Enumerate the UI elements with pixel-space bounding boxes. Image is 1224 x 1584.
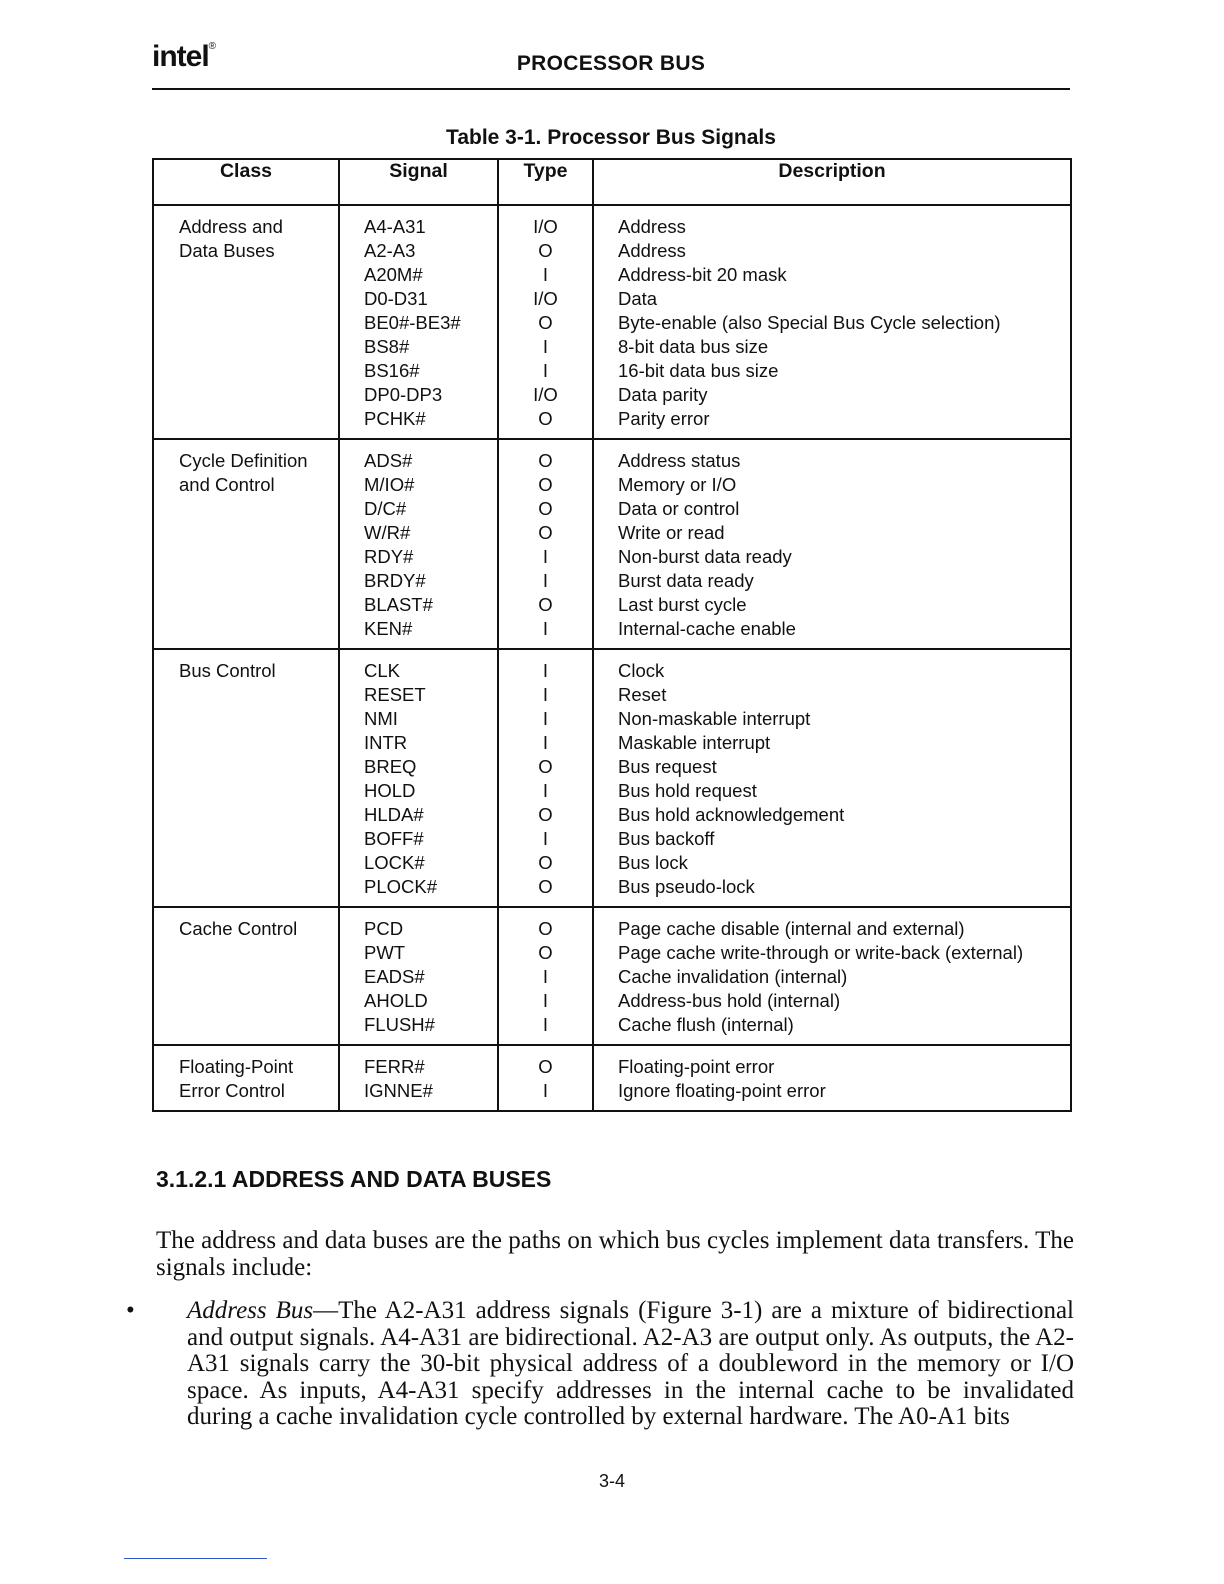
signal-cell-line: BREQ [364, 756, 417, 777]
type-cell-line: I [542, 990, 549, 1011]
type-cell-line: O [538, 594, 553, 615]
type-cell-line: I [542, 618, 549, 639]
bullet-text: —The A2-A31 address signals (Figure 3-1) are a mixture of bidirectional and output signals. A4-A31 are bidirectional. A2-A3 are output only. As outputs, the A2-A31 signals carry the 30-bit physical address of a doubleword in the memory or I/O space. As inputs, A4-A31 specify addresses in the internal cache to be invalidated during a cache invalidation cycle controlled by external hardware. The A0-A1 bits [187, 1297, 1074, 1431]
description-cell-line: Page cache write-through or write-back (external) [618, 942, 1024, 963]
type-cell-line: O [538, 474, 553, 495]
type-cell-line: I [542, 966, 549, 987]
signal-cell-line: EADS# [364, 966, 425, 987]
header-type: Type [498, 159, 593, 205]
description-cell-line: Memory or I/O [618, 474, 737, 495]
class-cell [153, 649, 339, 907]
signal-cell [339, 649, 498, 907]
signal-cell-line: CLK [364, 660, 400, 681]
signal-cell-line: RESET [364, 684, 426, 705]
type-cell-line: I/O [533, 288, 558, 309]
type-cell-line: I/O [533, 216, 558, 237]
type-cell-line: I [542, 684, 549, 705]
signal-cell-line: D/C# [364, 498, 407, 519]
type-cell-line: I/O [533, 384, 558, 405]
table-row [153, 907, 1071, 1045]
class-cell-line: Error Control [179, 1080, 285, 1101]
signal-cell-line: DP0-DP3 [364, 384, 443, 405]
description-cell [593, 1045, 1071, 1111]
signal-cell-line: W/R# [364, 522, 411, 543]
description-cell-line: Address [618, 216, 686, 237]
signal-cell-line: A4-A31 [364, 216, 426, 237]
description-cell-line: Cache flush (internal) [618, 1014, 794, 1035]
type-cell-line: I [542, 780, 549, 801]
type-cell-line: O [538, 852, 553, 873]
description-cell-line: Byte-enable (also Special Bus Cycle selection) [618, 312, 1001, 333]
running-head: PROCESSOR BUS [516, 52, 706, 75]
type-cell [498, 649, 593, 907]
type-cell-line: O [538, 312, 553, 333]
class-cell [153, 205, 339, 439]
description-cell-line: Maskable interrupt [618, 732, 771, 753]
description-cell-line: Clock [618, 660, 665, 681]
signal-cell-line: PCD [364, 918, 404, 939]
description-cell-line: Burst data ready [618, 570, 754, 591]
header-signal: Signal [339, 159, 498, 205]
bullet-marker: • [126, 1297, 135, 1324]
description-cell-line: Address status [618, 450, 741, 471]
section-heading: 3.1.2.1 ADDRESS AND DATA BUSES [156, 1166, 552, 1192]
description-cell-line: Write or read [618, 522, 725, 543]
bullet-item [126, 1297, 1074, 1431]
description-cell [593, 649, 1071, 907]
description-cell-line: Data parity [618, 384, 708, 405]
description-cell-line: Bus request [618, 756, 717, 777]
description-cell-line: Data or control [618, 498, 740, 519]
type-cell-line: O [538, 942, 553, 963]
class-cell [153, 1045, 339, 1111]
type-cell-line: I [542, 660, 549, 681]
type-cell-line: I [542, 732, 549, 753]
description-cell [593, 439, 1071, 649]
description-cell-line: Bus backoff [618, 828, 715, 849]
signal-cell-line: RDY# [364, 546, 414, 567]
type-cell-line: I [542, 336, 549, 357]
table-row [153, 439, 1071, 649]
description-cell-line: Ignore floating-point error [618, 1080, 826, 1101]
signal-cell-line: AHOLD [364, 990, 428, 1011]
signal-cell-line: BS8# [364, 336, 410, 357]
class-cell-line: Data Buses [179, 240, 275, 261]
type-cell-line: O [538, 408, 553, 429]
type-cell-line: O [538, 918, 553, 939]
signals-table [152, 158, 1072, 1112]
description-cell-line: 16-bit data bus size [618, 360, 779, 381]
signal-cell-line: D0-D31 [364, 288, 428, 309]
description-cell-line: Address-bus hold (internal) [618, 990, 841, 1011]
class-cell [153, 907, 339, 1045]
description-cell-line: Internal-cache enable [618, 618, 796, 639]
table-body [153, 205, 1071, 1111]
type-cell-line: I [542, 546, 549, 567]
description-cell-line: 8-bit data bus size [618, 336, 769, 357]
class-cell-line: Floating-Point [179, 1056, 294, 1077]
table-row [153, 1045, 1071, 1111]
logo-text: intel [152, 40, 209, 73]
class-cell [153, 439, 339, 649]
type-cell-line: O [538, 240, 553, 261]
type-cell-line: I [542, 570, 549, 591]
class-cell-line: Cache Control [179, 918, 298, 939]
signal-cell-line: INTR [364, 732, 408, 753]
type-cell-line: I [542, 1080, 549, 1101]
signal-cell-line: FLUSH# [364, 1014, 435, 1035]
description-cell-line: Address [618, 240, 686, 261]
description-cell-line: Bus lock [618, 852, 688, 873]
type-cell-line: O [538, 522, 553, 543]
table-row [153, 649, 1071, 907]
description-cell-line: Non-maskable interrupt [618, 708, 811, 729]
description-cell-line: Bus hold request [618, 780, 757, 801]
type-cell-line: O [538, 876, 553, 897]
signal-cell-line: HOLD [364, 780, 416, 801]
signal-cell-line: PCHK# [364, 408, 426, 429]
description-cell-line: Bus pseudo-lock [618, 876, 755, 897]
bullet-term: Address Bus [187, 1297, 314, 1324]
class-cell-line: and Control [179, 474, 275, 495]
description-cell [593, 907, 1071, 1045]
type-cell-line: I [542, 360, 549, 381]
signal-cell-line: HLDA# [364, 804, 424, 825]
signal-cell-line: BOFF# [364, 828, 424, 849]
type-cell [498, 205, 593, 439]
type-cell-line: O [538, 804, 553, 825]
type-cell-line: O [538, 498, 553, 519]
type-cell-line: O [538, 1056, 553, 1077]
signal-cell [339, 1045, 498, 1111]
description-cell-line: Floating-point error [618, 1056, 775, 1077]
class-cell-line: Address and [179, 216, 283, 237]
signal-cell-line: PLOCK# [364, 876, 438, 897]
signal-cell-line: LOCK# [364, 852, 425, 873]
description-cell [593, 205, 1071, 439]
description-cell-line: Page cache disable (internal and external) [618, 918, 965, 939]
signal-cell [339, 205, 498, 439]
signal-cell [339, 907, 498, 1045]
signal-cell-line: BRDY# [364, 570, 426, 591]
type-cell-line: I [542, 264, 549, 285]
table-row [153, 205, 1071, 439]
header-description: Description [593, 159, 1071, 205]
signal-cell-line: A20M# [364, 264, 423, 285]
type-cell-line: I [542, 828, 549, 849]
signal-cell-line: M/IO# [364, 474, 415, 495]
class-cell-line: Bus Control [179, 660, 276, 681]
type-cell-line: O [538, 450, 553, 471]
type-cell [498, 907, 593, 1045]
description-cell-line: Parity error [618, 408, 710, 429]
intro-paragraph: The address and data buses are the paths on which bus cycles implement data transfers. The signals include: [156, 1227, 1074, 1281]
class-cell-line: Cycle Definition [179, 450, 308, 471]
description-cell-line: Bus hold acknowledgement [618, 804, 845, 825]
description-cell-line: Data [618, 288, 658, 309]
page-number: 3-4 [598, 1471, 625, 1491]
footnote-rule [124, 1558, 267, 1559]
type-cell-line: I [542, 1014, 549, 1035]
description-cell-line: Reset [618, 684, 667, 705]
header-class: Class [153, 159, 339, 205]
description-cell-line: Cache invalidation (internal) [618, 966, 848, 987]
type-cell-line: I [542, 708, 549, 729]
registered-mark: ® [208, 41, 216, 52]
signal-cell-line: PWT [364, 942, 406, 963]
signal-cell-line: FERR# [364, 1056, 425, 1077]
description-cell-line: Last burst cycle [618, 594, 747, 615]
table-header-row [153, 159, 1071, 205]
description-cell-line: Address-bit 20 mask [618, 264, 787, 285]
type-cell [498, 439, 593, 649]
signal-cell-line: IGNNE# [364, 1080, 433, 1101]
signal-cell-line: ADS# [364, 450, 413, 471]
signal-cell-line: A2-A3 [364, 240, 416, 261]
signal-cell-line: NMI [364, 708, 398, 729]
signal-cell [339, 439, 498, 649]
type-cell [498, 1045, 593, 1111]
page-header [152, 36, 1070, 90]
signal-cell-line: BE0#-BE3# [364, 312, 461, 333]
table-title: Table 3-1. Processor Bus Signals [446, 126, 776, 149]
type-cell-line: O [538, 756, 553, 777]
signal-cell-line: BS16# [364, 360, 420, 381]
signal-cell-line: KEN# [364, 618, 413, 639]
signal-cell-line: BLAST# [364, 594, 433, 615]
description-cell-line: Non-burst data ready [618, 546, 792, 567]
